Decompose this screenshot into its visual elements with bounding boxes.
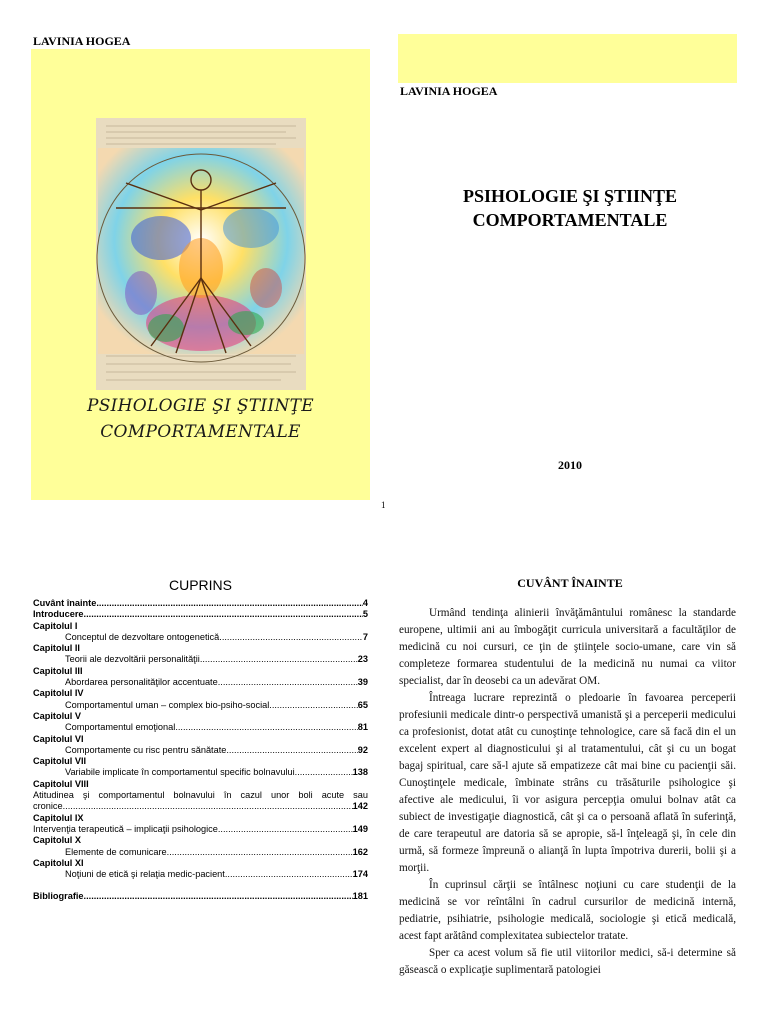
toc-spacer <box>33 880 368 891</box>
toc-page-number: 181 <box>352 891 368 902</box>
toc-entry-title: Teorii ale dezvoltării personalităţii <box>65 654 200 665</box>
toc-entry-title: cronice <box>33 801 63 812</box>
toc-page-number: 23 <box>357 654 368 665</box>
toc-leader-dots <box>225 869 353 880</box>
toc-page-number: 7 <box>362 631 368 642</box>
toc-entry-title: Variabile implicate în comportamentul specific bolnavului <box>65 767 295 778</box>
toc-entry <box>33 869 368 880</box>
toc-top-entry <box>33 609 368 620</box>
toc-leader-dots <box>167 847 353 858</box>
toc-entry <box>33 824 368 835</box>
toc-entry <box>33 677 368 688</box>
toc-leader-dots <box>218 677 358 688</box>
toc-entry-title: Comportamentul uman – complex bio-psiho-social <box>65 699 270 710</box>
toc-leader-dots <box>269 700 358 711</box>
title-page-band <box>398 34 737 83</box>
toc-entry-title: Elemente de comunicare <box>65 846 167 857</box>
toc-page-number: 142 <box>352 801 368 812</box>
preface-heading: CUVÂNT ÎNAINTE <box>517 576 623 590</box>
toc-leader-dots <box>218 824 353 835</box>
toc-leader-dots <box>175 722 357 733</box>
toc-page-number: 138 <box>352 767 368 778</box>
cover-title-line2: COMPORTAMENTALE <box>100 422 301 442</box>
toc-entry-title: Noţiuni de etică şi relaţia medic-pacient <box>65 869 225 880</box>
toc-page-number: 149 <box>352 823 368 834</box>
title-page-author: LAVINIA HOGEA <box>400 84 498 98</box>
toc-chapter-label: Capitolul VIII <box>33 778 89 789</box>
toc-entry <box>33 722 368 733</box>
toc-entry-title: Bibliografie <box>33 891 84 902</box>
toc-chapter-label: Capitolul III <box>33 665 83 676</box>
table-of-contents <box>33 598 368 903</box>
cover-title-line1: PSIHOLOGIE ŞI ŞTIINŢE <box>86 396 314 416</box>
toc-page-number: 39 <box>357 677 368 688</box>
toc-page-number: 174 <box>352 869 368 880</box>
toc-chapter-label: Capitolul I <box>33 620 78 631</box>
preface-paragraph: Sper ca acest volum să fie util viitorilor medici, să-i determine să găsească o explicaţie suplimentară patologiei <box>399 947 736 976</box>
toc-top-entry <box>33 891 368 902</box>
page-number: 1 <box>381 500 386 510</box>
toc-leader-dots <box>84 609 363 620</box>
toc-chapter-label: Capitolul IV <box>33 688 84 699</box>
title-line2: COMPORTAMENTALE <box>472 210 668 230</box>
toc-page-number: 4 <box>362 598 368 608</box>
toc-entry <box>33 801 368 812</box>
toc-entry <box>33 632 368 643</box>
toc-page-number: 5 <box>362 609 368 620</box>
toc-top-entry <box>33 598 368 609</box>
preface-text <box>399 605 736 979</box>
toc-entry-title: Atitudinea şi comportamentul bolnavului în cazul unor boli acute sau <box>33 790 368 801</box>
toc-page-number: 65 <box>357 699 368 710</box>
toc-entry-title: Abordarea personalităţilor accentuate <box>65 677 218 688</box>
toc-chapter-label: Capitolul XI <box>33 857 84 868</box>
toc-entry-title: Introducere <box>33 609 84 620</box>
cover-title <box>31 393 370 445</box>
toc-chapter-label: Capitolul II <box>33 643 80 654</box>
toc-entry-title: Comportamentul emoţional <box>65 722 176 733</box>
vitruvian-man-illustration <box>96 118 306 390</box>
toc-leader-dots <box>200 654 358 665</box>
toc-chapter-label: Capitolul VII <box>33 756 87 767</box>
toc-leader-dots <box>96 598 363 609</box>
toc-chapter-label: Capitolul X <box>33 835 81 846</box>
toc-entry-title: Conceptul de dezvoltare ontogenetică <box>65 631 220 642</box>
cover-author: LAVINIA HOGEA <box>33 34 131 48</box>
toc-chapter-label: Capitolul V <box>33 710 81 721</box>
toc-entry <box>33 767 368 778</box>
toc-entry <box>33 745 368 756</box>
toc-entry-title: Comportamente cu risc pentru sănătate <box>65 744 227 755</box>
title-page-title <box>400 184 740 232</box>
toc-leader-dots <box>295 767 353 778</box>
preface-paragraph: Urmând tendinţa alinierii învăţământului românesc la standarde europene, ultimii ani au îmbogăţit curricula universitară a facultăţilor de medicină cu noi cursuri, ce ţin de ştiinţele socio-umane, care vin să completeze formarea studentului de la medicină nu numai ca viitor specialist, dar în deosebi ca un adevărat OM. <box>399 607 736 687</box>
toc-heading: CUPRINS <box>168 577 232 593</box>
publication-year: 2010 <box>558 458 582 472</box>
toc-page-number: 162 <box>352 846 368 857</box>
preface-paragraph: Întreaga lucrare reprezintă o pledoarie în favoarea perceperii profesiunii medicale dintr-o perspectivă umanistă şi a perceperii medicului ca profesionist, dotat atât cu cunoştinţe tehnologice, care să facă din el un excelent expert al diagnosticului şi al tratamentului, cât şi cu un bogat bagaj spiritual, care să-l ajute să empatizeze cât mai bine cu pacienţii săi. Cunoştinţele medicale, îmbinate strâns cu trăsăturile psihologice şi afective ale medicului, îi vor asigura percepţia omului bolnav atât ca subiect de investigaţie diagnostică, cât şi ca o persoană aflată în suferinţă, de care terapeutul are datoria să se apropie, să-l înţeleagă şi, în cele din urmă, să formeze împreună o alianţă în lupta împotriva durerii, bolii şi a morţii. <box>399 692 736 874</box>
toc-leader-dots <box>219 632 363 643</box>
preface-paragraph: În cuprinsul cărţii se întâlnesc noţiuni cu care studenţii de la medicină se vor reîntâlni în cadrul cursurilor de medicină internă, pediatrie, psihiatrie, psihologie medicală, sociologie şi etică medicală, acest fapt arătând complexitatea subiectelor tratate. <box>399 879 736 942</box>
toc-leader-dots <box>84 891 353 902</box>
toc-entry-title: Intervenţia terapeutică – implicaţii psihologice <box>33 823 218 834</box>
toc-entry <box>33 654 368 665</box>
title-line1: PSIHOLOGIE ŞI ŞTIINŢE <box>462 186 678 206</box>
toc-leader-dots <box>63 801 353 812</box>
toc-entry <box>33 700 368 711</box>
toc-entry <box>33 847 368 858</box>
toc-page-number: 92 <box>357 744 368 755</box>
toc-chapter-label: Capitolul IX <box>33 812 84 823</box>
toc-chapter-label: Capitolul VI <box>33 733 84 744</box>
toc-page-number: 81 <box>357 722 368 733</box>
toc-entry-title: Cuvânt înainte <box>33 598 97 608</box>
toc-entry-line <box>33 790 368 801</box>
toc-leader-dots <box>226 745 357 756</box>
book-cover <box>31 49 370 500</box>
